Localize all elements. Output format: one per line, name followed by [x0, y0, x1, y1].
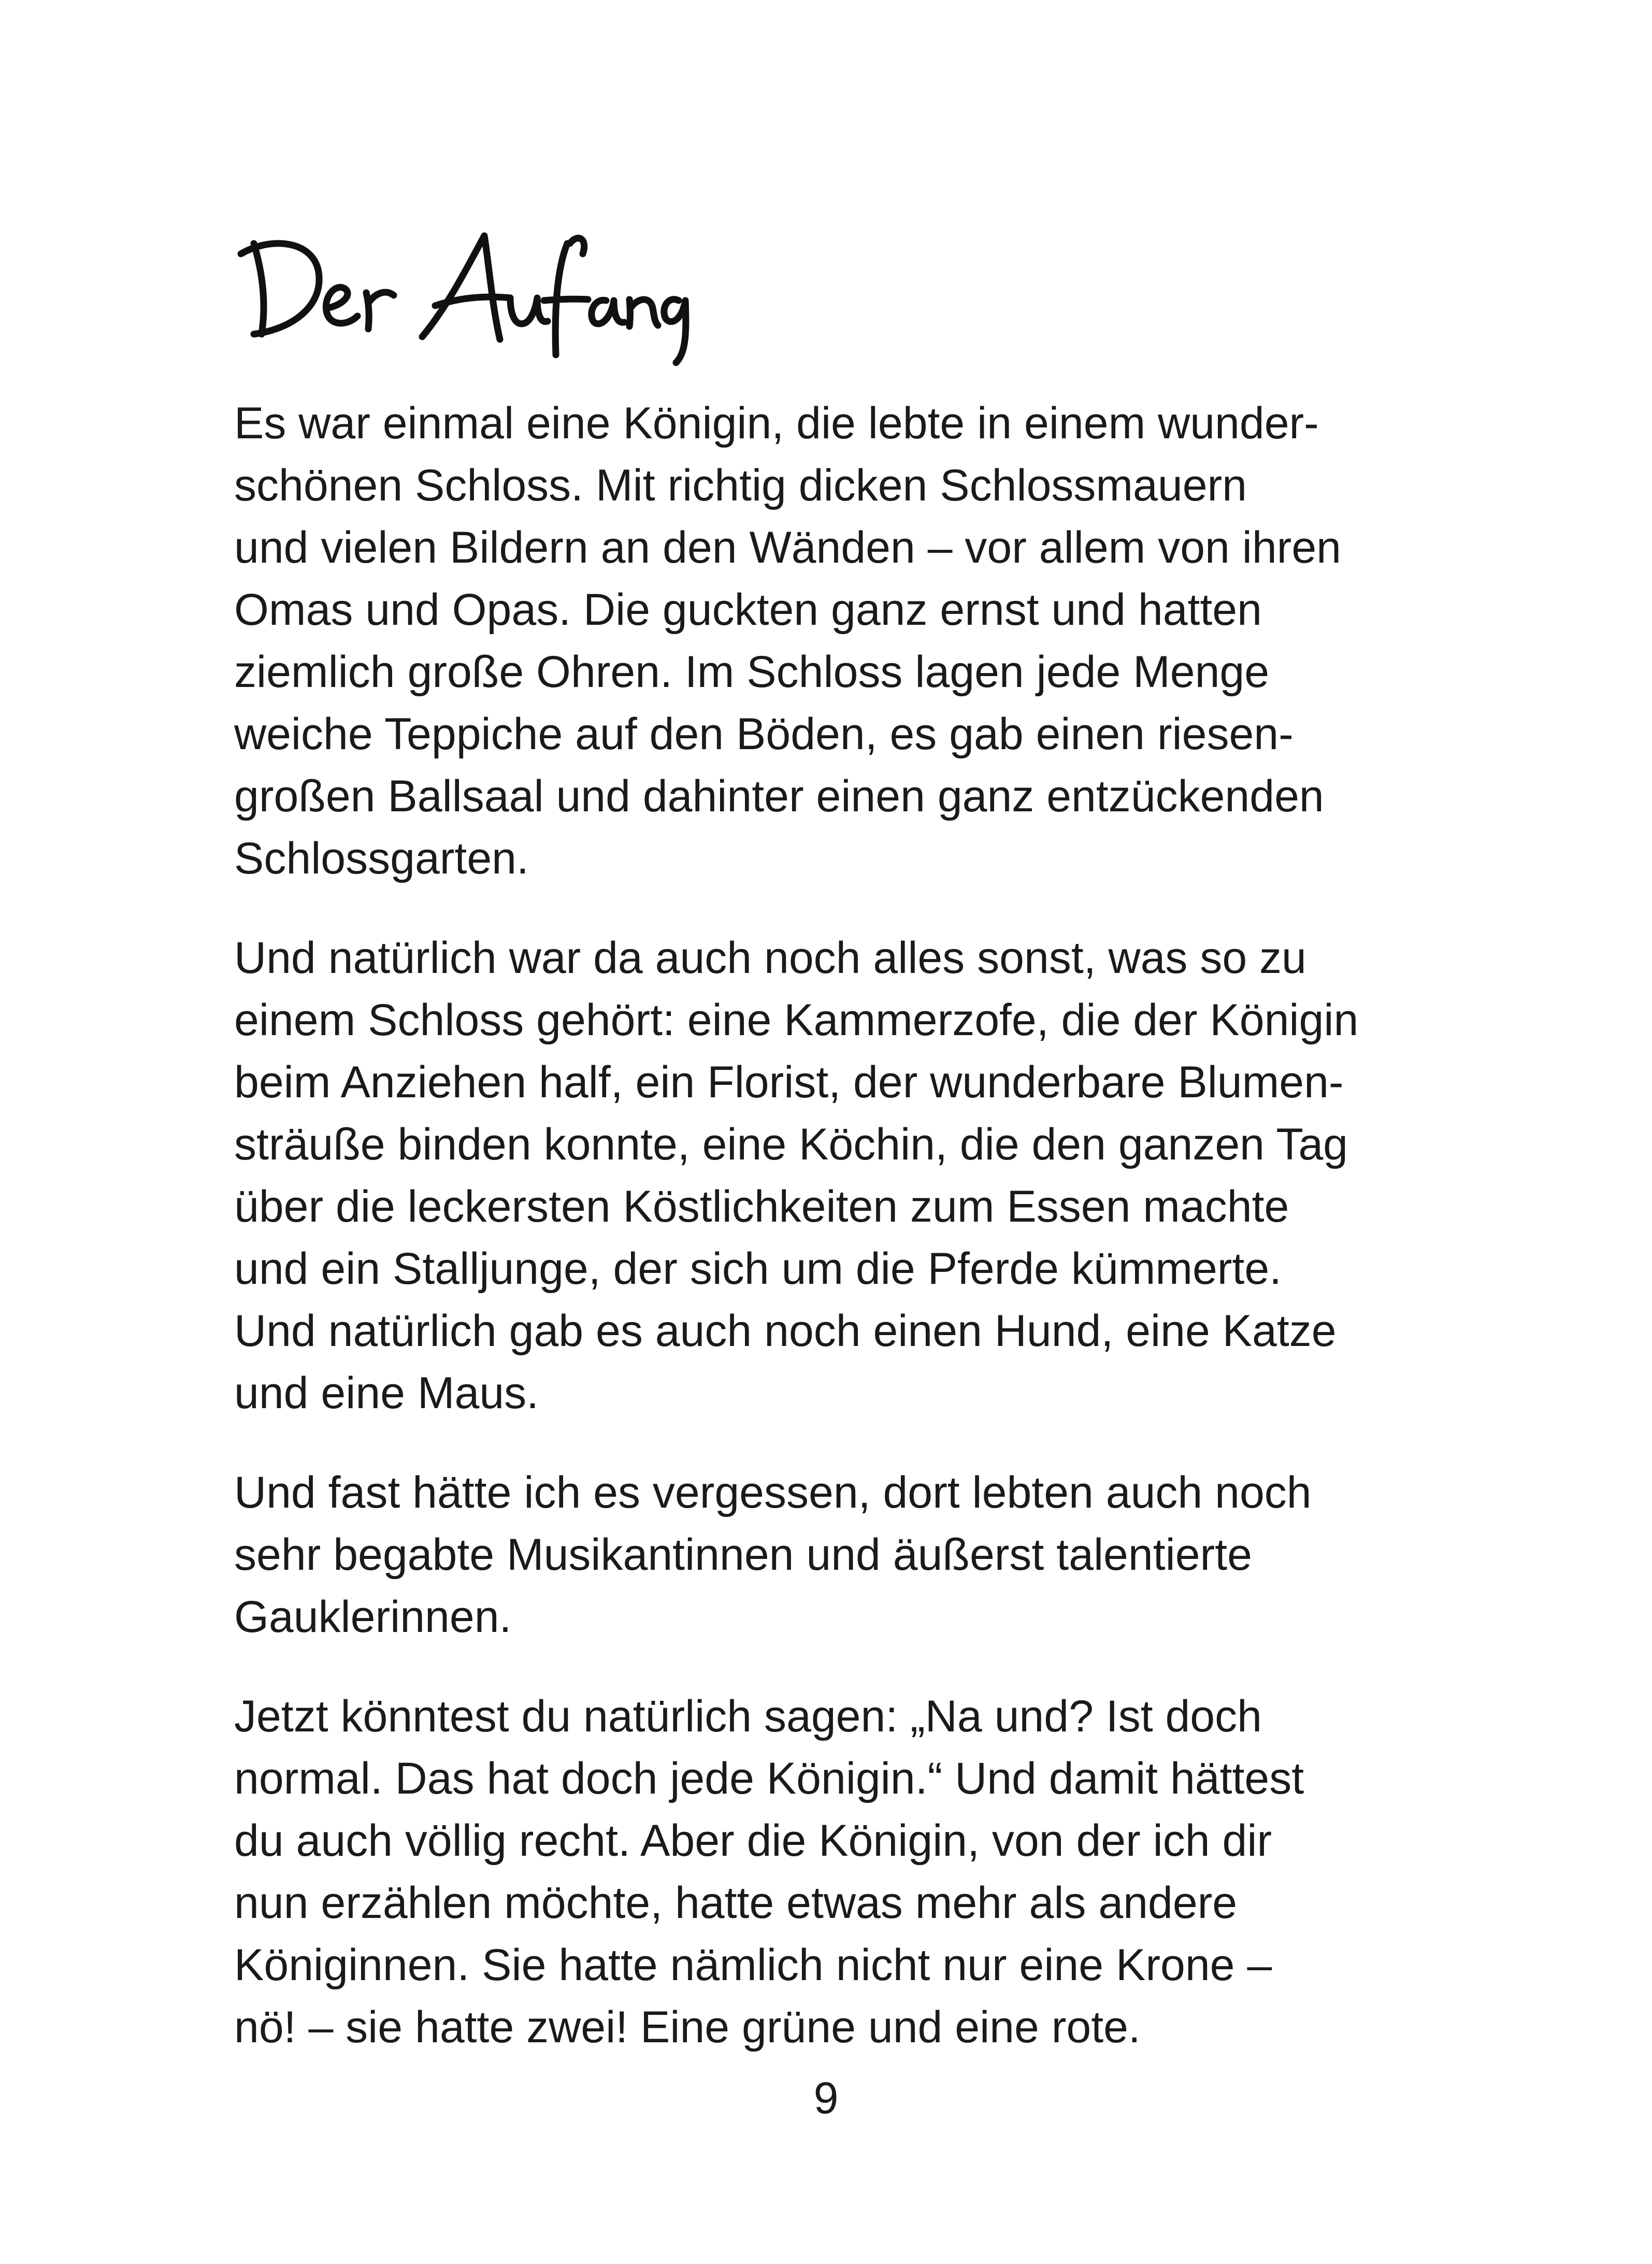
text-line: Omas und Opas. Die guckten ganz ernst und hatten [234, 585, 1262, 635]
paragraph-1 [234, 392, 1426, 890]
text-line: ziemlich große Ohren. Im Schloss lagen jede Menge [234, 647, 1270, 697]
text-line: nö! – sie hatte zwei! Eine grüne und eine rote. [234, 2002, 1141, 2052]
text-line: und vielen Bildern an den Wänden – vor allem von ihren [234, 523, 1341, 572]
text-line: über die leckersten Köstlichkeiten zum Essen machte [234, 1182, 1289, 1231]
text-line: weiche Teppiche auf den Böden, es gab einen riesen- [234, 709, 1294, 759]
text-line: Jetzt könntest du natürlich sagen: „Na und? Ist doch [234, 1692, 1262, 1741]
text-line: du auch völlig recht. Aber die Königin, von der ich dir [234, 1816, 1272, 1866]
chapter-title [231, 223, 697, 357]
story-text [234, 392, 1426, 2096]
text-line: sträuße binden konnte, eine Köchin, die den ganzen Tag [234, 1120, 1348, 1169]
text-line: Und fast hätte ich es vergessen, dort lebten auch noch [234, 1468, 1312, 1517]
text-line: einem Schloss gehört: eine Kammerzofe, die der Königin [234, 995, 1359, 1045]
text-line: Es war einmal eine Königin, die lebte in einem wunder- [234, 398, 1319, 448]
text-line: Königinnen. Sie hatte nämlich nicht nur eine Krone – [234, 1940, 1272, 1990]
paragraph-2 [234, 927, 1426, 1424]
chapter-title-script [231, 223, 697, 357]
text-line: Schlossgarten. [234, 834, 529, 883]
text-line: und ein Stalljunge, der sich um die Pferde kümmerte. [234, 1244, 1282, 1294]
text-line: nun erzählen möchte, hatte etwas mehr als andere [234, 1878, 1238, 1928]
text-line: sehr begabte Musikantinnen und äußerst talentierte [234, 1530, 1252, 1580]
text-line: Und natürlich war da auch noch alles sonst, was so zu [234, 933, 1306, 983]
paragraph-4 [234, 1685, 1426, 2058]
text-line: schönen Schloss. Mit richtig dicken Schlossmauern [234, 461, 1247, 510]
page-number: 9 [813, 2073, 839, 2123]
text-line: großen Ballsaal und dahinter einen ganz entzückenden [234, 771, 1324, 821]
text-line: Gauklerinnen. [234, 1592, 512, 1642]
text-line: beim Anziehen half, ein Florist, der wunderbare Blumen- [234, 1057, 1344, 1107]
paragraph-3 [234, 1461, 1426, 1648]
text-line: Und natürlich gab es auch noch einen Hund, eine Katze [234, 1306, 1337, 1356]
text-line: und eine Maus. [234, 1368, 539, 1418]
text-line: normal. Das hat doch jede Königin.“ Und damit hättest [234, 1754, 1304, 1803]
